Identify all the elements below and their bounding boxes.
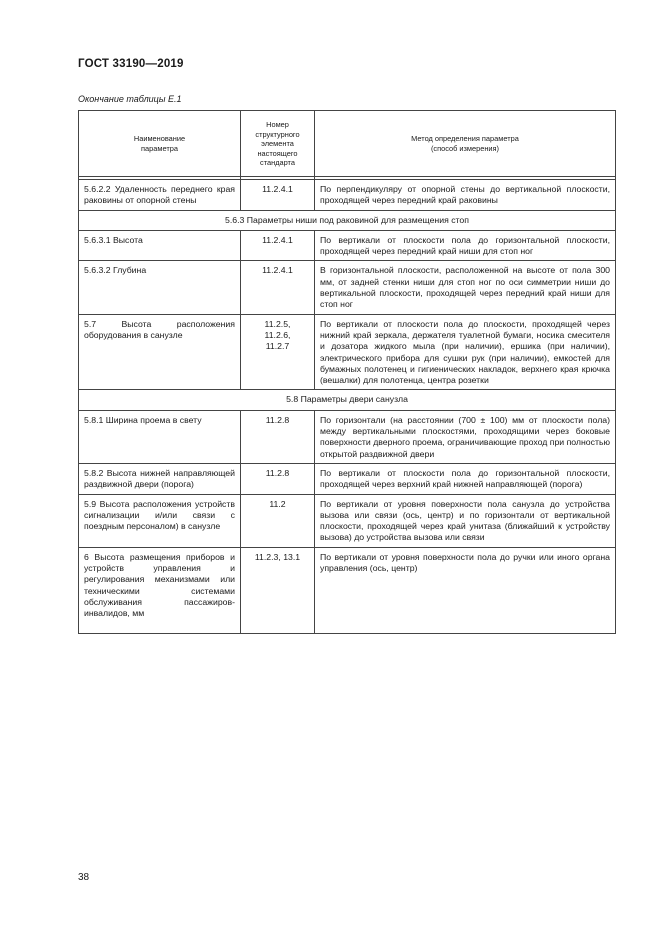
- column-header-element-number: Номер структурного элемента настоящего стандарта: [241, 111, 315, 177]
- param-cell: 5.9 Высота расположения устройств сигнализации и/или связи с поездным персоналом) в санузле: [79, 494, 241, 547]
- table-caption: Окончание таблицы Е.1: [78, 94, 182, 104]
- param-cell: 5.6.3.1 Высота: [79, 230, 241, 261]
- column-header-method: Метод определения параметра (способ измерения): [315, 111, 616, 177]
- method-cell: По вертикали от плоскости пола до горизонтальной плоскости, проходящей через верхний край нижней направляющей (порога): [315, 463, 616, 494]
- param-cell: 5.8.1 Ширина проема в свету: [79, 410, 241, 463]
- ref-cell: 11.2: [241, 494, 315, 547]
- param-cell: 6 Высота размещения приборов и устройств управления и регулирования механизмами или техническими системами обслуживания пассажиров-инвалидов, мм: [79, 547, 241, 633]
- parameters-table: [78, 110, 616, 634]
- param-cell: 5.6.2.2 Удаленность переднего края раковины от опорной стены: [79, 180, 241, 211]
- param-cell: 5.7 Высота расположения оборудования в санузле: [79, 314, 241, 390]
- table-row: [79, 463, 616, 494]
- table-row: [79, 230, 616, 261]
- table-row: [79, 314, 616, 390]
- table-row: [79, 494, 616, 547]
- ref-cell: 11.2.8: [241, 410, 315, 463]
- section-row: [79, 390, 616, 410]
- section-title: 5.8 Параметры двери санузла: [79, 390, 616, 410]
- method-cell: В горизонтальной плоскости, расположенной на высоте от пола 300 мм, от задней стенки ниши для стоп ног по оси симметрии ниши до вертикальной плоскости, проходящей через передний край ниши для стоп ног: [315, 261, 616, 314]
- method-cell: По вертикали от плоскости пола до плоскости, проходящей через нижний край зеркала, держателя туалетной бумаги, носика смесителя и дозатора жидкого мыла (при наличии), ершика (при наличии), электрического прибора для сушки рук (при наличии), емкостей для бумажных полотенец и гигиенических накладок, верхнего края крючка (вешалки) для полотенца, центра розетки: [315, 314, 616, 390]
- table-row: [79, 410, 616, 463]
- section-row: [79, 210, 616, 230]
- column-header-parameter: Наименование параметра: [79, 111, 241, 177]
- ref-cell: 11.2.4.1: [241, 230, 315, 261]
- ref-cell: 11.2.5, 11.2.6, 11.2.7: [241, 314, 315, 390]
- document-code: ГОСТ 33190—2019: [78, 58, 184, 70]
- table-row: [79, 547, 616, 633]
- method-cell: По горизонтали (на расстоянии (700 ± 100) мм от плоскости пола) между вертикальными плоскостями, проходящими через боковые поверхности дверного проема, ограничивающие проход при полностью открытой раздвижной двери: [315, 410, 616, 463]
- param-cell: 5.6.3.2 Глубина: [79, 261, 241, 314]
- table-header-row: [79, 111, 616, 177]
- section-title: 5.6.3 Параметры ниши под раковиной для размещения стоп: [79, 210, 616, 230]
- ref-cell: 11.2.3, 13.1: [241, 547, 315, 633]
- page-number: 38: [78, 872, 90, 883]
- method-cell: По вертикали от уровня поверхности пола до ручки или иного органа управления (ось, центр): [315, 547, 616, 633]
- ref-cell: 11.2.8: [241, 463, 315, 494]
- param-cell: 5.8.2 Высота нижней направляющей раздвижной двери (порога): [79, 463, 241, 494]
- method-cell: По вертикали от уровня поверхности пола санузла до устройства вызова или связи (ось, центр) и по горизонтали от вертикальной плоскости, проходящей через край унитаза (ближайший к устройству вызова) до устройства вызова или связи: [315, 494, 616, 547]
- method-cell: По вертикали от плоскости пола до горизонтальной плоскости, проходящей через передний край ниши для стоп ног: [315, 230, 616, 261]
- table-row: [79, 261, 616, 314]
- table-row: [79, 180, 616, 211]
- ref-cell: 11.2.4.1: [241, 261, 315, 314]
- method-cell: По перпендикуляру от опорной стены до вертикальной плоскости, проходящей через передний край раковины: [315, 180, 616, 211]
- ref-cell: 11.2.4.1: [241, 180, 315, 211]
